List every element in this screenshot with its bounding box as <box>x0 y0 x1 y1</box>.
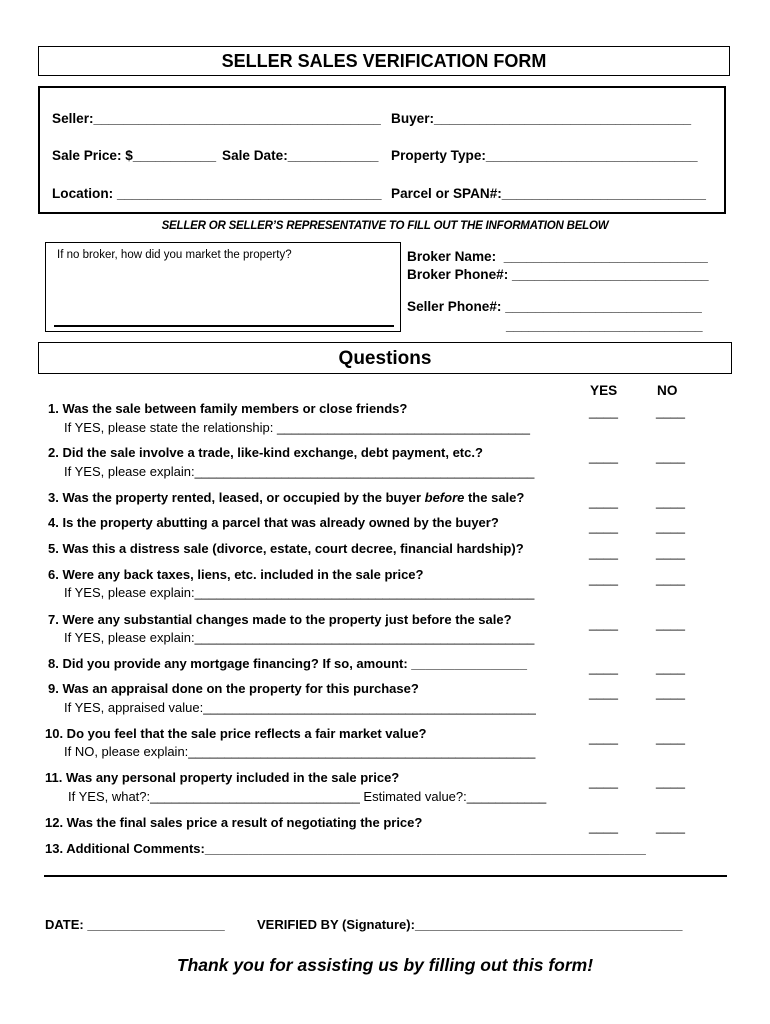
question-11: 11. Was any personal property included in the sale price? <box>45 770 400 785</box>
q6-yes[interactable]: ____ <box>589 571 618 586</box>
verified-signature-field[interactable]: VERIFIED BY (Signature):_____________________________________ <box>257 917 683 932</box>
location-field[interactable]: Location: ___________________________________ <box>52 186 382 201</box>
question-7: 7. Were any substantial changes made to the property just before the sale? <box>48 612 512 627</box>
q8-yes[interactable]: ____ <box>589 660 618 675</box>
question-6: 6. Were any back taxes, liens, etc. included in the sale price? <box>48 567 424 582</box>
q8-no[interactable]: ____ <box>656 660 685 675</box>
yes-column-header: YES <box>590 383 618 398</box>
q5-yes[interactable]: ____ <box>589 545 618 560</box>
q2-yes[interactable]: ____ <box>589 449 618 464</box>
question-3-emphasis: before <box>424 490 465 505</box>
question-12: 12. Was the final sales price a result of negotiating the price? <box>45 815 423 830</box>
q4-yes[interactable]: ____ <box>589 519 618 534</box>
q3-no[interactable]: ____ <box>656 494 685 509</box>
property-type-field[interactable]: Property Type:____________________________ <box>391 148 698 163</box>
sale-date-field[interactable]: Sale Date:____________ <box>222 148 379 163</box>
q2-no[interactable]: ____ <box>656 449 685 464</box>
question-9-detail[interactable]: If YES, appraised value:______________________________________________ <box>64 700 536 715</box>
questions-title: Questions <box>38 342 732 374</box>
seller-phone-field-2[interactable]: __________________________ <box>506 318 703 333</box>
market-answer-line[interactable] <box>54 325 394 327</box>
q10-no[interactable]: ____ <box>656 730 685 745</box>
question-1-detail[interactable]: If YES, please state the relationship: ___________________________________ <box>64 420 530 435</box>
q7-yes[interactable]: ____ <box>589 616 618 631</box>
question-9: 9. Was an appraisal done on the property for this purchase? <box>48 681 419 696</box>
question-6-detail[interactable]: If YES, please explain:_______________________________________________ <box>64 585 535 600</box>
broker-name-field[interactable]: Broker Name: ___________________________ <box>407 249 708 264</box>
q11-no[interactable]: ____ <box>656 774 685 789</box>
q7-no[interactable]: ____ <box>656 616 685 631</box>
q9-no[interactable]: ____ <box>656 685 685 700</box>
question-10-detail[interactable]: If NO, please explain:________________________________________________ <box>64 744 536 759</box>
seller-phone-field[interactable]: Seller Phone#: __________________________ <box>407 299 702 314</box>
seller-field[interactable]: Seller:______________________________________ <box>52 111 381 126</box>
broker-phone-field[interactable]: Broker Phone#: __________________________ <box>407 267 709 282</box>
question-11-detail[interactable]: If YES, what?:_____________________________ Estimated value?:___________ <box>68 789 547 804</box>
question-3-text-b: the sale? <box>464 490 525 505</box>
question-8[interactable]: 8. Did you provide any mortgage financing? If so, amount: ________________ <box>48 656 527 671</box>
question-1: 1. Was the sale between family members or close friends? <box>48 401 408 416</box>
q6-no[interactable]: ____ <box>656 571 685 586</box>
q1-no[interactable]: ____ <box>656 404 685 419</box>
no-column-header: NO <box>657 383 678 398</box>
comments-divider <box>44 875 727 877</box>
date-field[interactable]: DATE: ___________________ <box>45 917 225 932</box>
q3-yes[interactable]: ____ <box>589 494 618 509</box>
instruction-note: SELLER OR SELLER’S REPRESENTATIVE TO FILL OUT THE INFORMATION BELOW <box>161 220 609 232</box>
q10-yes[interactable]: ____ <box>589 730 618 745</box>
sale-price-field[interactable]: Sale Price: $___________ <box>52 148 217 163</box>
form-title: SELLER SALES VERIFICATION FORM <box>38 46 730 76</box>
question-3-text-a: 3. Was the property rented, leased, or occupied by the buyer <box>48 490 425 505</box>
question-4: 4. Is the property abutting a parcel that was already owned by the buyer? <box>48 515 499 530</box>
q1-yes[interactable]: ____ <box>589 404 618 419</box>
question-13[interactable]: 13. Additional Comments:_____________________________________________________________ <box>45 841 646 856</box>
q9-yes[interactable]: ____ <box>589 685 618 700</box>
thank-you-message: Thank you for assisting us by filling out this form! <box>176 955 594 975</box>
buyer-field[interactable]: Buyer:__________________________________ <box>391 111 692 126</box>
question-7-detail[interactable]: If YES, please explain:_______________________________________________ <box>64 630 535 645</box>
q4-no[interactable]: ____ <box>656 519 685 534</box>
question-10: 10. Do you feel that the sale price reflects a fair market value? <box>45 726 427 741</box>
q12-yes[interactable]: ____ <box>589 819 618 834</box>
question-3 <box>48 490 524 505</box>
q5-no[interactable]: ____ <box>656 545 685 560</box>
question-5: 5. Was this a distress sale (divorce, estate, court decree, financial hardship)? <box>48 541 524 556</box>
question-2: 2. Did the sale involve a trade, like-kind exchange, debt payment, etc.? <box>48 445 483 460</box>
question-2-detail[interactable]: If YES, please explain:_______________________________________________ <box>64 464 535 479</box>
parcel-field[interactable]: Parcel or SPAN#:___________________________ <box>391 186 706 201</box>
q12-no[interactable]: ____ <box>656 819 685 834</box>
market-question-label: If no broker, how did you market the property? <box>57 249 292 261</box>
q11-yes[interactable]: ____ <box>589 774 618 789</box>
